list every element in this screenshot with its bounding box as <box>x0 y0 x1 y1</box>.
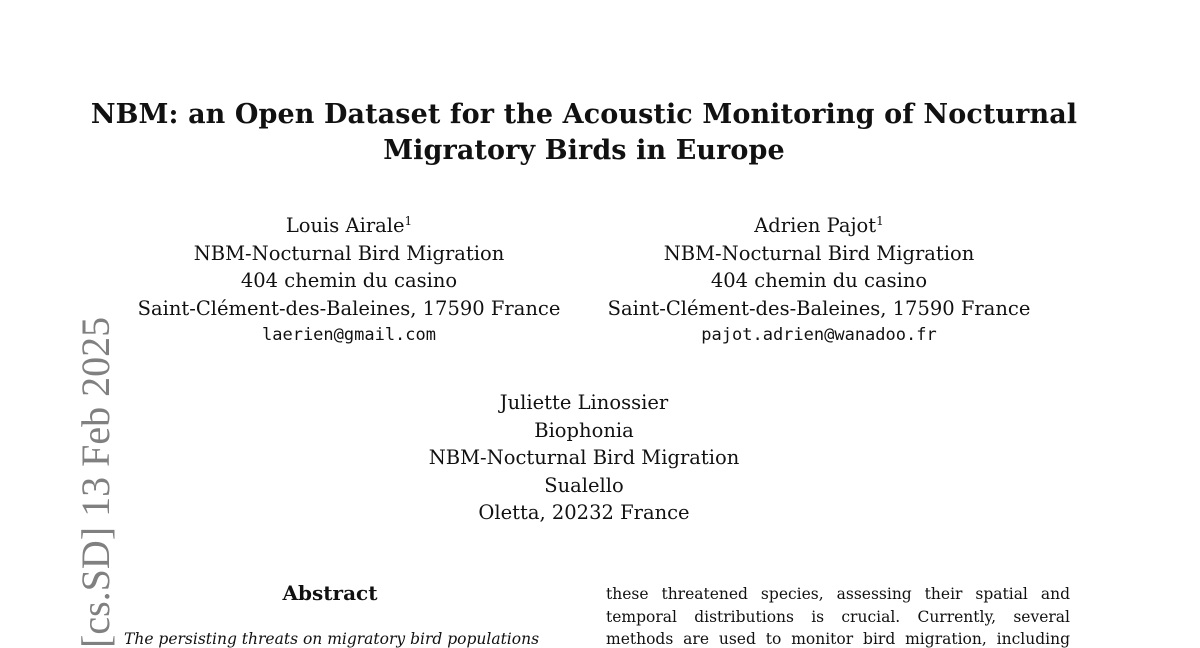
author-city: Oletta, 20232 France <box>478 501 690 524</box>
author-email[interactable]: laerien@gmail.com <box>262 325 436 345</box>
author-affiliation: NBM-Nocturnal Bird Migration <box>428 446 740 469</box>
author-affiliation: NBM-Nocturnal Bird Migration <box>193 241 505 265</box>
author-block-3 <box>354 389 814 527</box>
author-address: 404 chemin du casino <box>240 269 458 292</box>
author-affiliation: Biophonia <box>534 418 634 442</box>
abstract-first-line: The persisting threats on migratory bird populations <box>124 630 540 648</box>
affiliation-marker: 1 <box>404 214 413 228</box>
arxiv-side-stamp: [cs.SD] 13 Feb 2025 <box>73 316 118 648</box>
author-name: Juliette Linossier <box>499 391 669 414</box>
author-city: Saint-Clément-des-Baleines, 17590 France <box>137 296 561 320</box>
author-block-2 <box>589 212 1049 350</box>
author-name: Louis Airale$^1$ <box>285 214 413 237</box>
paper-title-line-2: Migratory Birds in Europe <box>383 135 785 166</box>
author-block-1 <box>119 212 579 350</box>
author-name: Adrien Pajot$^1$ <box>754 214 884 237</box>
author-affiliation: NBM-Nocturnal Bird Migration <box>663 241 975 265</box>
body-right-column <box>606 583 1070 648</box>
body-line: methods are used to monitor bird migration, including <box>606 630 1070 648</box>
author-email[interactable]: pajot.adrien@wanadoo.fr <box>701 325 937 345</box>
affiliation-marker: 1 <box>876 214 884 228</box>
body-line: temporal distributions is crucial. Currently, several <box>606 607 1070 626</box>
author-address: 404 chemin du casino <box>710 269 928 292</box>
abstract-heading: Abstract <box>282 581 378 605</box>
paper-title-line-1: NBM: an Open Dataset for the Acoustic Monitoring of Nocturnal <box>90 99 1078 130</box>
author-city: Saint-Clément-des-Baleines, 17590 France <box>607 296 1031 320</box>
author-address: Sualello <box>544 473 624 497</box>
body-line: these threatened species, assessing their spatial and <box>606 585 1070 603</box>
